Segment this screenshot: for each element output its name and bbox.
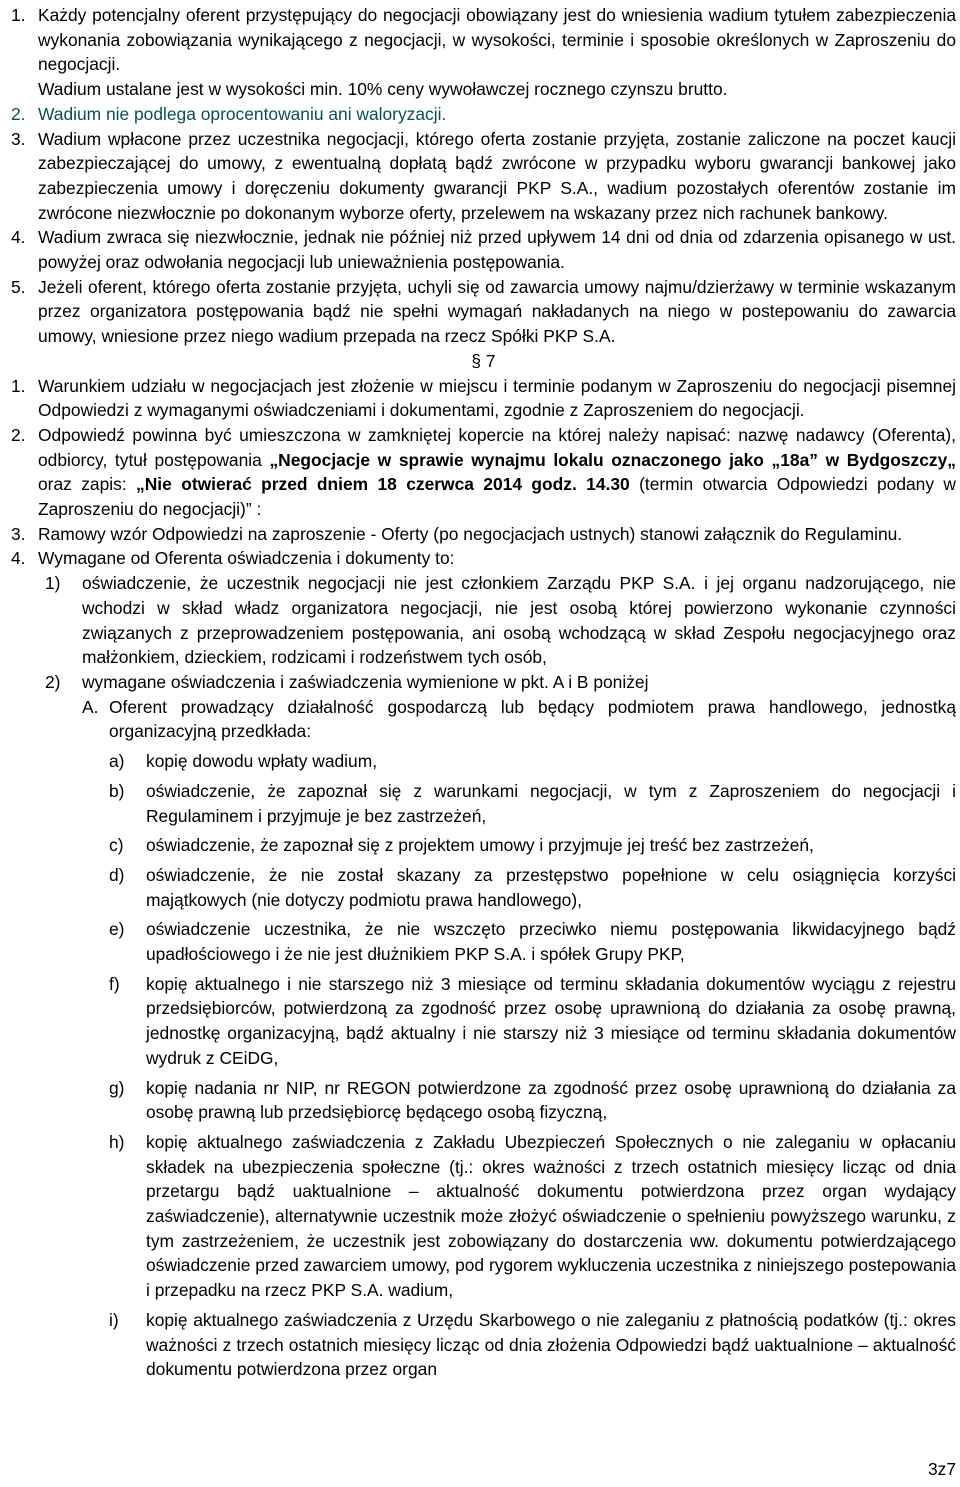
list-item bbox=[11, 749, 956, 774]
item-text: oświadczenie, że zapoznał się z projektem umowy i przyjmuje jej treść bez zastrzeżeń, bbox=[146, 835, 814, 856]
item-text: Wadium zwraca się niezwłocznie, jednak nie później niż przed upływem 14 dni od dnia od zdarzenia opisanego w ust. powyżej oraz odwołania negocjacji lub unieważnienia postępowania. bbox=[38, 227, 956, 273]
item-text: oświadczenie, że zapoznał się z warunkami negocjacji, w tym z Zaproszeniem do negocjacji i Regulaminem i przyjmuje je bez zastrzeżeń, bbox=[146, 780, 956, 826]
item-letter: e) bbox=[109, 919, 125, 940]
proceeding-title: „Negocjacje w sprawie wynajmu lokalu oznaczonego jako „18a” w Bydgoszczy„ bbox=[269, 449, 956, 470]
item-letter: b) bbox=[109, 780, 125, 801]
item-text: oświadczenie, że uczestnik negocjacji nie jest członkiem Zarządu PKP S.A. i jej organu nadzorującego, nie wchodzi w skład władz organizatora negocjacji, nie jest osobą której powierzono wykonanie czynności związanych z przeprowadzeniem postępowania, ani osobą wchodzącą w skład Zespołu negocjacyjnego oraz małżonkiem, dzieckiem, rodzicami i rodzeństwem tych osób, bbox=[82, 573, 956, 668]
list-item bbox=[11, 1130, 956, 1303]
item-text: Wadium wpłacone przez uczestnika negocjacji, którego oferta zostanie przyjęta, zostanie zaliczone na poczet kaucji zabezpieczającej do umowy, z ewentualną dopłatą bądź zwrócone w przypadku wyboru gwarancji bankowej jako zabezpieczenia umowy i doręczeniu dokumenty gwarancji PKP S.A., wadium pozostałych oferentów zostanie im zwrócone niezwłocznie po dokonanym wyborze oferty, przelewem na wskazany przez nich rachunek bankowy. bbox=[38, 128, 956, 223]
item-text: (termin otwarcia Odpowiedzi podany w Zaproszeniu do negocjacji)” : bbox=[38, 474, 956, 520]
item-text: kopię aktualnego zaświadczenia z Urzędu Skarbowego o nie zaleganiu z płatnością podatków (tj.: okres ważności z trzech ostatnich miesięcy licząc od dnia złożenia Odpowiedzi bądź uaktualnione – aktualność dokumentu potwierdzona przez organ bbox=[146, 1309, 956, 1380]
list-item bbox=[11, 1076, 956, 1125]
item-number: 1) bbox=[45, 573, 61, 594]
paragraph-heading: § 7 bbox=[471, 350, 496, 371]
list-item bbox=[11, 374, 956, 423]
item-text: kopię aktualnego i nie starszego niż 3 miesiące od terminu składania dokumentów wyciągu z rejestru przedsiębiorców, potwierdzoną za zgodność przez osobę uprawnioną do działania za osobę prawną, jednostkę organizacyjną, bądź aktualny i nie starszy niż 3 miesiące od terminu składania dokumentów wydruk z CEiDG, bbox=[146, 973, 956, 1068]
list-item bbox=[11, 972, 956, 1071]
item-number: 2. bbox=[11, 424, 26, 445]
item-letter: c) bbox=[109, 835, 124, 856]
item-number: 5. bbox=[11, 276, 26, 297]
item-text: Warunkiem udziału w negocjacjach jest złożenie w miejscu i terminie podanym w Zaproszeniu do negocjacji pisemnej Odpowiedzi z wymaganymi oświadczeniami i dokumentami, zgodnie z Zaproszeniem do negocjacji. bbox=[38, 375, 956, 421]
item-text: kopię dowodu wpłaty wadium, bbox=[146, 751, 378, 772]
item-letter: a) bbox=[109, 751, 125, 772]
wadium-section bbox=[11, 3, 956, 1382]
item-text: Każdy potencjalny oferent przystępujący do negocjacji obowiązany jest do wniesienia wadium tytułem zabezpieczenia wykonania zobowiązania wynikającego z negocjacji, w wysokości, terminie i sposobie określonych w Zaproszeniu do negocjacji. bbox=[38, 5, 956, 75]
list-item bbox=[11, 546, 956, 571]
item-text: Odpowiedź powinna być umieszczona w zamkniętej kopercie na której należy napisać: nazwę nadawcy (Oferenta), odbiorcy, tytuł postępowania bbox=[38, 424, 956, 470]
item-letter: h) bbox=[109, 1131, 125, 1152]
page-number: 3z7 bbox=[927, 1459, 956, 1479]
item-text: oraz zapis: bbox=[38, 474, 137, 495]
item-letter: g) bbox=[109, 1077, 125, 1098]
list-item bbox=[11, 522, 956, 547]
item-number: 1. bbox=[11, 375, 26, 396]
list-item bbox=[11, 917, 956, 966]
list-item bbox=[11, 102, 956, 127]
item-text: wymagane oświadczenia i zaświadczenia wymienione w pkt. A i B poniżej bbox=[82, 671, 649, 692]
item-text: Wadium ustalane jest w wysokości min. 10% ceny wywoławczej rocznego czynszu brutto. bbox=[38, 79, 728, 100]
list-item bbox=[11, 695, 956, 744]
item-number: 1. bbox=[11, 5, 26, 25]
item-letter: f) bbox=[109, 973, 120, 994]
item-number: 3. bbox=[11, 128, 26, 149]
item-number: 3. bbox=[11, 523, 26, 544]
item-letter: d) bbox=[109, 864, 125, 885]
item-number: A. bbox=[82, 696, 99, 717]
do-not-open-note: „Nie otwierać przed dniem 18 czerwca 2014 godz. 14.30 bbox=[136, 474, 630, 495]
item-text: Wymagane od Oferenta oświadczenia i dokumenty to: bbox=[38, 548, 455, 569]
list-item bbox=[11, 571, 956, 670]
list-item bbox=[11, 77, 956, 102]
item-text: kopię aktualnego zaświadczenia z Zakładu Ubezpieczeń Społecznych o nie zaleganiu w opłacaniu składek na ubezpieczenia społeczne (tj.: okres ważności z trzech ostatnich miesięcy licząc od dnia przetargu bądź uaktualnione – aktualność dokumentu potwierdzona przez organ wydający zaświadczenie), alternatywnie uczestnik może złożyć oświadczenie o spełnieniu powyższego warunku, z tym zastrzeżeniem, że uczestnik jest zobowiązany do dostarczenia ww. dokumentu potwierdzającego oświadczenie przed zawarciem umowy, pod rygorem wykluczenia uczestnika z niniejszego postepowania i przepadku na rzecz PKP S.A. wadium, bbox=[146, 1131, 956, 1301]
item-text: kopię nadania nr NIP, nr REGON potwierdzone za zgodność przez osobę uprawnioną do działania za osobę prawną lub przedsiębiorcę będącego osobą fizyczną, bbox=[146, 1077, 956, 1123]
list-item bbox=[11, 423, 956, 522]
item-number: 4. bbox=[11, 227, 26, 248]
list-item bbox=[11, 275, 956, 349]
list-item bbox=[11, 863, 956, 912]
item-text: Ramowy wzór Odpowiedzi na zaproszenie - Oferty (po negocjacjach ustnych) stanowi załącznik do Regulaminu. bbox=[38, 523, 903, 544]
list-item bbox=[11, 833, 956, 858]
item-number: 2. bbox=[11, 103, 26, 124]
item-text: Jeżeli oferent, którego oferta zostanie przyjęta, uchyli się od zawarcia umowy najmu/dzierżawy w terminie wskazanym przez organizatora postępowania bądź nie spełni wymagań nakładanych na niego w postepowaniu do zawarcia umowy, wniesione przez niego wadium przepada na rzecz Spółki PKP S.A. bbox=[38, 276, 956, 347]
item-text: oświadczenie, że nie został skazany za przestępstwo popełnione w celu osiągnięcia korzyści majątkowych (nie dotyczy podmiotu prawa handlowego), bbox=[146, 864, 956, 910]
item-number: 4. bbox=[11, 548, 26, 569]
item-text: Wadium nie podlega oprocentowaniu ani waloryzacji. bbox=[38, 103, 447, 124]
item-number: 2) bbox=[45, 671, 61, 692]
list-item bbox=[11, 1308, 956, 1382]
list-item bbox=[11, 225, 956, 274]
list-item bbox=[11, 127, 956, 226]
document-list bbox=[11, 749, 956, 1382]
item-text: oświadczenie uczestnika, że nie wszczęto przeciwko niemu postępowania likwidacyjnego bądź upadłościowego i że nie jest dłużnikiem PKP S.A. i spółek Grupy PKP, bbox=[146, 919, 956, 965]
item-letter: i) bbox=[109, 1309, 119, 1330]
list-item bbox=[11, 3, 956, 77]
list-item bbox=[11, 670, 956, 695]
item-text: Oferent prowadzący działalność gospodarczą lub będący podmiotem prawa handlowego, jednostką organizacyjną przedkłada: bbox=[109, 696, 956, 742]
list-item bbox=[11, 779, 956, 828]
